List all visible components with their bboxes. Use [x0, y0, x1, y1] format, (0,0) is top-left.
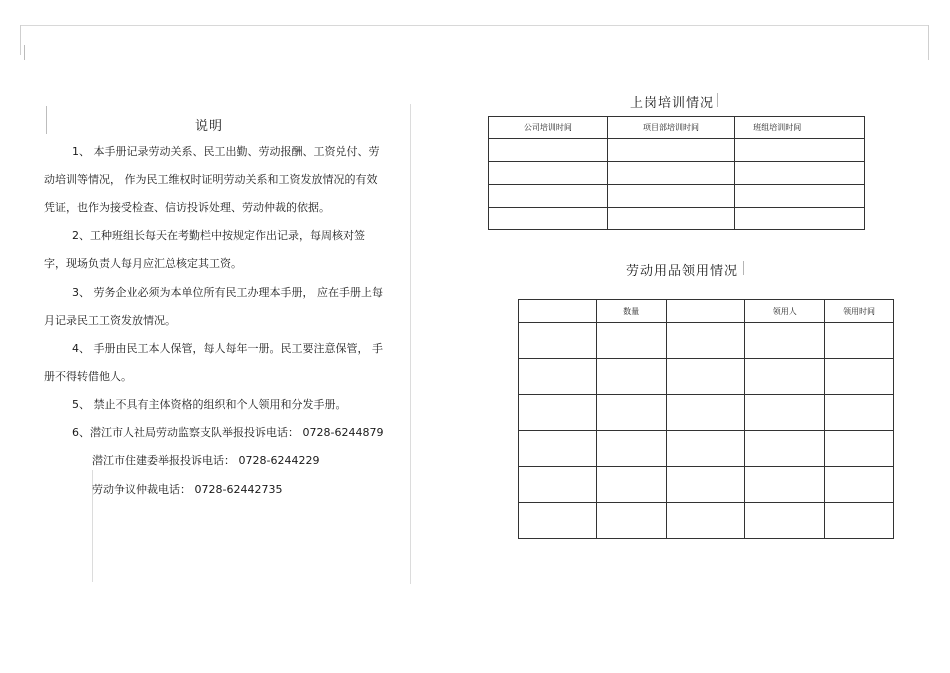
table-cell [596, 359, 666, 395]
table-cell [825, 323, 894, 359]
hotline-line: 6、潜江市人社局劳动监察支队举报投诉电话： 0728-6244879 [72, 426, 384, 439]
instruction-line: 4、 手册由民工本人保管，每人每年一册。民工要注意保管， 手 [72, 342, 383, 355]
table-cell [519, 359, 597, 395]
instruction-line: 1、 本手册记录劳动关系、民工出勤、劳动报酬、工资兑付、劳 [72, 145, 380, 158]
table-cell [489, 162, 608, 185]
table-cell [825, 395, 894, 431]
table-cell [735, 208, 865, 230]
table-cell [666, 323, 745, 359]
table-header-cell: 项目部培训时间 [607, 117, 735, 139]
table-cell [666, 503, 745, 539]
instruction-line: 动培训等情况， 作为民工维权时证明劳动关系和工资发放情况的有效 [44, 173, 378, 186]
table-cell [519, 467, 597, 503]
table-header-row [489, 117, 865, 139]
table-row [519, 323, 894, 359]
table-cell [596, 431, 666, 467]
instruction-line: 册不得转借他人。 [44, 370, 132, 383]
table-cell [596, 323, 666, 359]
table-cell [745, 467, 825, 503]
table-cell [666, 359, 745, 395]
table-cell [489, 208, 608, 230]
instructions-title: 说明 [194, 119, 223, 134]
table-cell [745, 395, 825, 431]
table-cell [519, 323, 597, 359]
instruction-line: 凭证，也作为接受检查、信访投诉处理、劳动仲裁的依据。 [44, 201, 330, 214]
table-cell [825, 359, 894, 395]
table-header-cell: 领用时间 [825, 300, 894, 323]
page-left-border [20, 25, 21, 55]
table-cell [666, 467, 745, 503]
table-row [489, 139, 865, 162]
instruction-line: 字，现场负责人每月应汇总核定其工资。 [44, 257, 242, 270]
table-cell [735, 139, 865, 162]
table-row [489, 185, 865, 208]
table-cell [607, 139, 735, 162]
table-row [519, 431, 894, 467]
table-cell [519, 503, 597, 539]
table-header-cell [666, 300, 745, 323]
table-cell [666, 395, 745, 431]
table-cell [489, 139, 608, 162]
table-cell [745, 503, 825, 539]
page-corner-mark [24, 45, 25, 60]
table-cell [735, 162, 865, 185]
table-cell [745, 323, 825, 359]
table-header-cell [519, 300, 597, 323]
table-cell [745, 431, 825, 467]
table-header-cell: 班组培训时间 [735, 117, 865, 139]
training-table [488, 116, 865, 230]
table-cell [666, 431, 745, 467]
table-row [519, 503, 894, 539]
hotline-line: 潜江市住建委举报投诉电话： 0728-6244229 [92, 454, 320, 467]
table-cell [596, 503, 666, 539]
table-cell [745, 359, 825, 395]
page-top-border [20, 25, 929, 26]
table-cell [596, 395, 666, 431]
table-header-cell: 数量 [596, 300, 666, 323]
table-header-row [519, 300, 894, 323]
hotline-line: 劳动争议仲裁电话： 0728-62442735 [92, 483, 283, 496]
supplies-title: 劳动用品领用情况 [626, 264, 739, 279]
table-cell [825, 467, 894, 503]
table-cell [607, 185, 735, 208]
table-header-cell: 领用人 [745, 300, 825, 323]
instruction-line: 月记录民工工资发放情况。 [44, 314, 176, 327]
supplies-table [518, 299, 894, 539]
table-row [489, 162, 865, 185]
table-cell [596, 467, 666, 503]
table-cell [825, 503, 894, 539]
instruction-line: 3、 劳务企业必须为本单位所有民工办理本手册， 应在手册上每 [72, 286, 383, 299]
table-row [489, 208, 865, 230]
table-row [519, 359, 894, 395]
table-cell [519, 431, 597, 467]
instruction-line: 2、工种班组长每天在考勤栏中按规定作出记录，每周核对签 [72, 229, 365, 242]
training-title: 上岗培训情况 [630, 96, 715, 111]
table-cell [607, 208, 735, 230]
left-column-divider [410, 104, 411, 584]
table-cell [607, 162, 735, 185]
text-cursor-mark [717, 93, 718, 107]
table-cell [519, 395, 597, 431]
table-row [519, 395, 894, 431]
table-header-cell: 公司培训时间 [489, 117, 608, 139]
table-row [519, 467, 894, 503]
table-cell [825, 431, 894, 467]
table-cell [735, 185, 865, 208]
text-cursor-mark [743, 261, 744, 275]
page-right-border [928, 25, 929, 60]
table-cell [489, 185, 608, 208]
instruction-line: 5、 禁止不具有主体资格的组织和个人领用和分发手册。 [72, 398, 347, 411]
